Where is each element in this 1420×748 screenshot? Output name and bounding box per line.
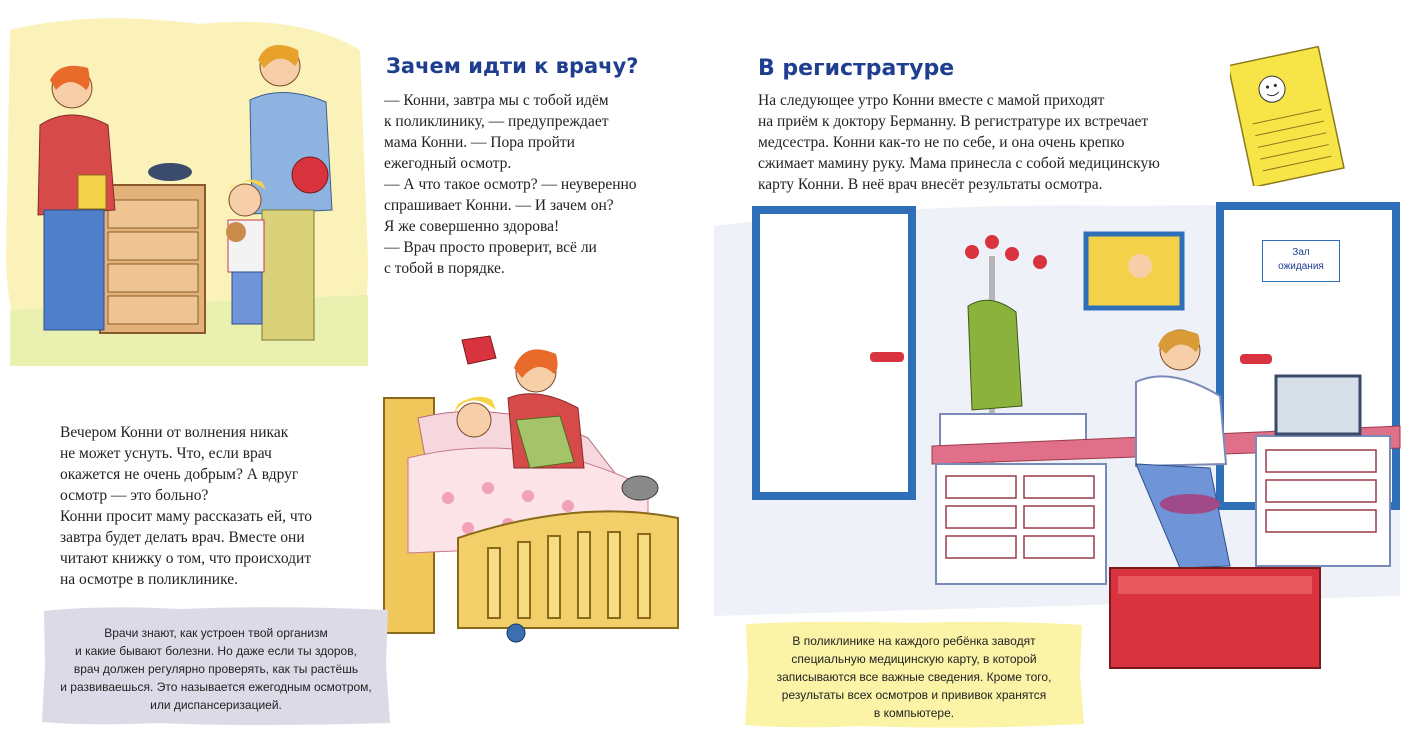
note-line: и развиваешься. Это называется ежегодным осмотром, bbox=[60, 680, 372, 694]
text-line: На следующее утро Конни вместе с мамой приходят bbox=[758, 92, 1105, 109]
page-title: Зачем идти к врачу? bbox=[386, 54, 639, 78]
info-note-text bbox=[40, 624, 392, 714]
medical-card-illustration bbox=[1230, 46, 1350, 186]
waiting-room-sign bbox=[1262, 240, 1340, 282]
text-line: — Врач просто проверит, всё ли bbox=[384, 239, 597, 256]
text-line: к поликлинику, — предупреждает bbox=[384, 113, 609, 130]
text-line: сжимает мамину руку. Мама принесла с собой медицинскую bbox=[758, 155, 1160, 172]
note-line: Врачи знают, как устроен твой организм bbox=[104, 626, 328, 640]
text-line: с тобой в порядке. bbox=[384, 260, 505, 277]
evening-paragraph bbox=[60, 422, 312, 590]
info-note-text bbox=[742, 632, 1086, 722]
text-line: — Конни, завтра мы с тобой идём bbox=[384, 92, 609, 109]
note-line: или диспансеризацией. bbox=[150, 698, 282, 712]
text-line: на приём к доктору Берманну. В регистратуре их встречает bbox=[758, 113, 1149, 130]
note-line: врач должен регулярно проверять, как ты растёшь bbox=[73, 662, 359, 676]
illustration-bedtime-reading bbox=[378, 328, 696, 646]
text-line: осмотр — это больно? bbox=[60, 487, 209, 504]
info-note-box bbox=[742, 620, 1086, 730]
note-line: и какие бывают болезни. Но даже если ты здоров, bbox=[75, 644, 357, 658]
text-line: мама Конни. — Пора пройти bbox=[384, 134, 575, 151]
note-line: результаты всех осмотров и прививок хранятся bbox=[781, 688, 1047, 702]
dialogue-text bbox=[384, 90, 637, 279]
text-line: ежегодный осмотр. bbox=[384, 155, 512, 172]
text-line: медсестра. Конни как-то не по себе, и она очень крепко bbox=[758, 134, 1125, 151]
note-line: специальную медицинскую карту, в которой bbox=[791, 652, 1037, 666]
note-line: В поликлинике на каждого ребёнка заводят bbox=[792, 634, 1036, 648]
text-line: на осмотре в поликлинике. bbox=[60, 571, 239, 588]
text-line: Конни просит маму рассказать ей, что bbox=[60, 508, 313, 525]
sign-line: ожидания bbox=[1278, 261, 1324, 272]
text-line: читают книжку о том, что происходит bbox=[60, 550, 312, 567]
waiting-room-sign-text bbox=[1263, 241, 1339, 274]
info-note-box bbox=[40, 605, 392, 727]
sign-line: Зал bbox=[1292, 247, 1310, 258]
text-line: завтра будет делать врач. Вместе они bbox=[60, 529, 305, 546]
text-line: окажется не очень добрым? А вдруг bbox=[60, 466, 299, 483]
illustration-family-living-room bbox=[0, 10, 372, 375]
note-line: записываются все важные сведения. Кроме того, bbox=[776, 670, 1052, 684]
page-title: В регистратуре bbox=[758, 56, 955, 81]
text-line: Я же совершенно здорова! bbox=[384, 218, 560, 235]
text-line: — А что такое осмотр? — неуверенно bbox=[384, 176, 637, 193]
text-line: не может уснуть. Что, если врач bbox=[60, 445, 272, 462]
text-line: спрашивает Конни. — И зачем он? bbox=[384, 197, 614, 214]
text-line: карту Конни. В неё врач внесёт результаты осмотра. bbox=[758, 176, 1103, 193]
note-line: в компьютере. bbox=[873, 706, 955, 720]
right-page bbox=[710, 0, 1420, 748]
text-line: Вечером Конни от волнения никак bbox=[60, 424, 289, 441]
reception-paragraph bbox=[758, 90, 1160, 195]
